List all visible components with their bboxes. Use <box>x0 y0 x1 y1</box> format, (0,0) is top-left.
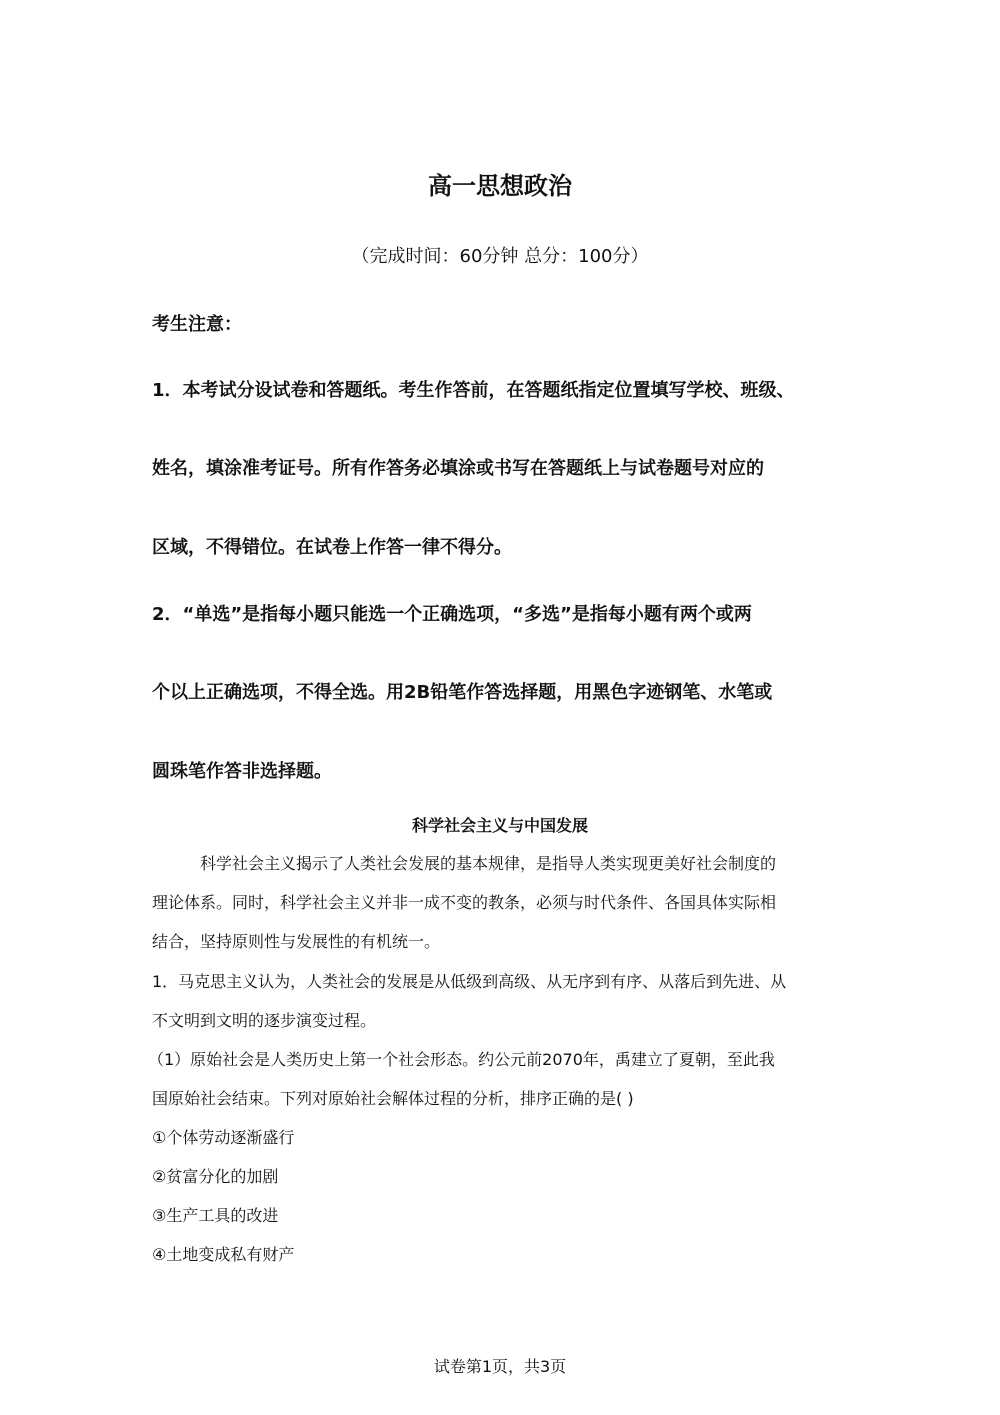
subquestion-line: （1）原始社会是人类历史上第一个社会形态。约公元前2070年，禹建立了夏朝，至此我 <box>148 1050 775 1069</box>
option-item: ②贫富分化的加剧 <box>152 1167 279 1186</box>
question-line: 1．马克思主义认为，人类社会的发展是从低级到高级、从无序到有序、从落后到先进、从 <box>152 972 787 991</box>
section-title: 科学社会主义与中国发展 <box>411 816 588 835</box>
page-footer: 试卷第1页，共3页 <box>433 1357 567 1376</box>
subquestion-line: 国原始社会结束。下列对原始社会解体过程的分析，排序正确的是( ) <box>152 1089 634 1108</box>
exam-title: 高一思想政治 <box>428 172 572 200</box>
option-item: ④土地变成私有财产 <box>152 1245 295 1264</box>
notice-line: 1．本考试分设试卷和答题纸。考生作答前，在答题纸指定位置填写学校、班级、 <box>152 380 795 401</box>
question-line: 不文明到文明的逐步演变过程。 <box>152 1011 377 1030</box>
intro-line: 结合，坚持原则性与发展性的有机统一。 <box>152 932 441 951</box>
notice-line: 姓名，填涂准考证号。所有作答务必填涂或书写在答题纸上与试卷题号对应的 <box>152 458 764 479</box>
notice-line: 个以上正确选项，不得全选。用2B铅笔作答选择题，用黑色字迹钢笔、水笔或 <box>152 682 773 703</box>
notice-line: 2．“单选”是指每小题只能选一个正确选项，“多选”是指每小题有两个或两 <box>152 604 752 625</box>
intro-line: 理论体系。同时，科学社会主义并非一成不变的教条，必须与时代条件、各国具体实际相 <box>152 893 777 912</box>
notice-line: 圆珠笔作答非选择题。 <box>152 761 332 782</box>
option-item: ③生产工具的改进 <box>152 1206 279 1225</box>
intro-line: 科学社会主义揭示了人类社会发展的基本规律，是指导人类实现更美好社会制度的 <box>200 854 777 873</box>
exam-subtitle: （完成时间：60分钟 总分：100分） <box>351 246 649 267</box>
option-item: ①个体劳动逐渐盛行 <box>152 1128 295 1147</box>
notice-heading: 考生注意： <box>152 314 242 335</box>
notice-line: 区域，不得错位。在试卷上作答一律不得分。 <box>152 537 512 558</box>
